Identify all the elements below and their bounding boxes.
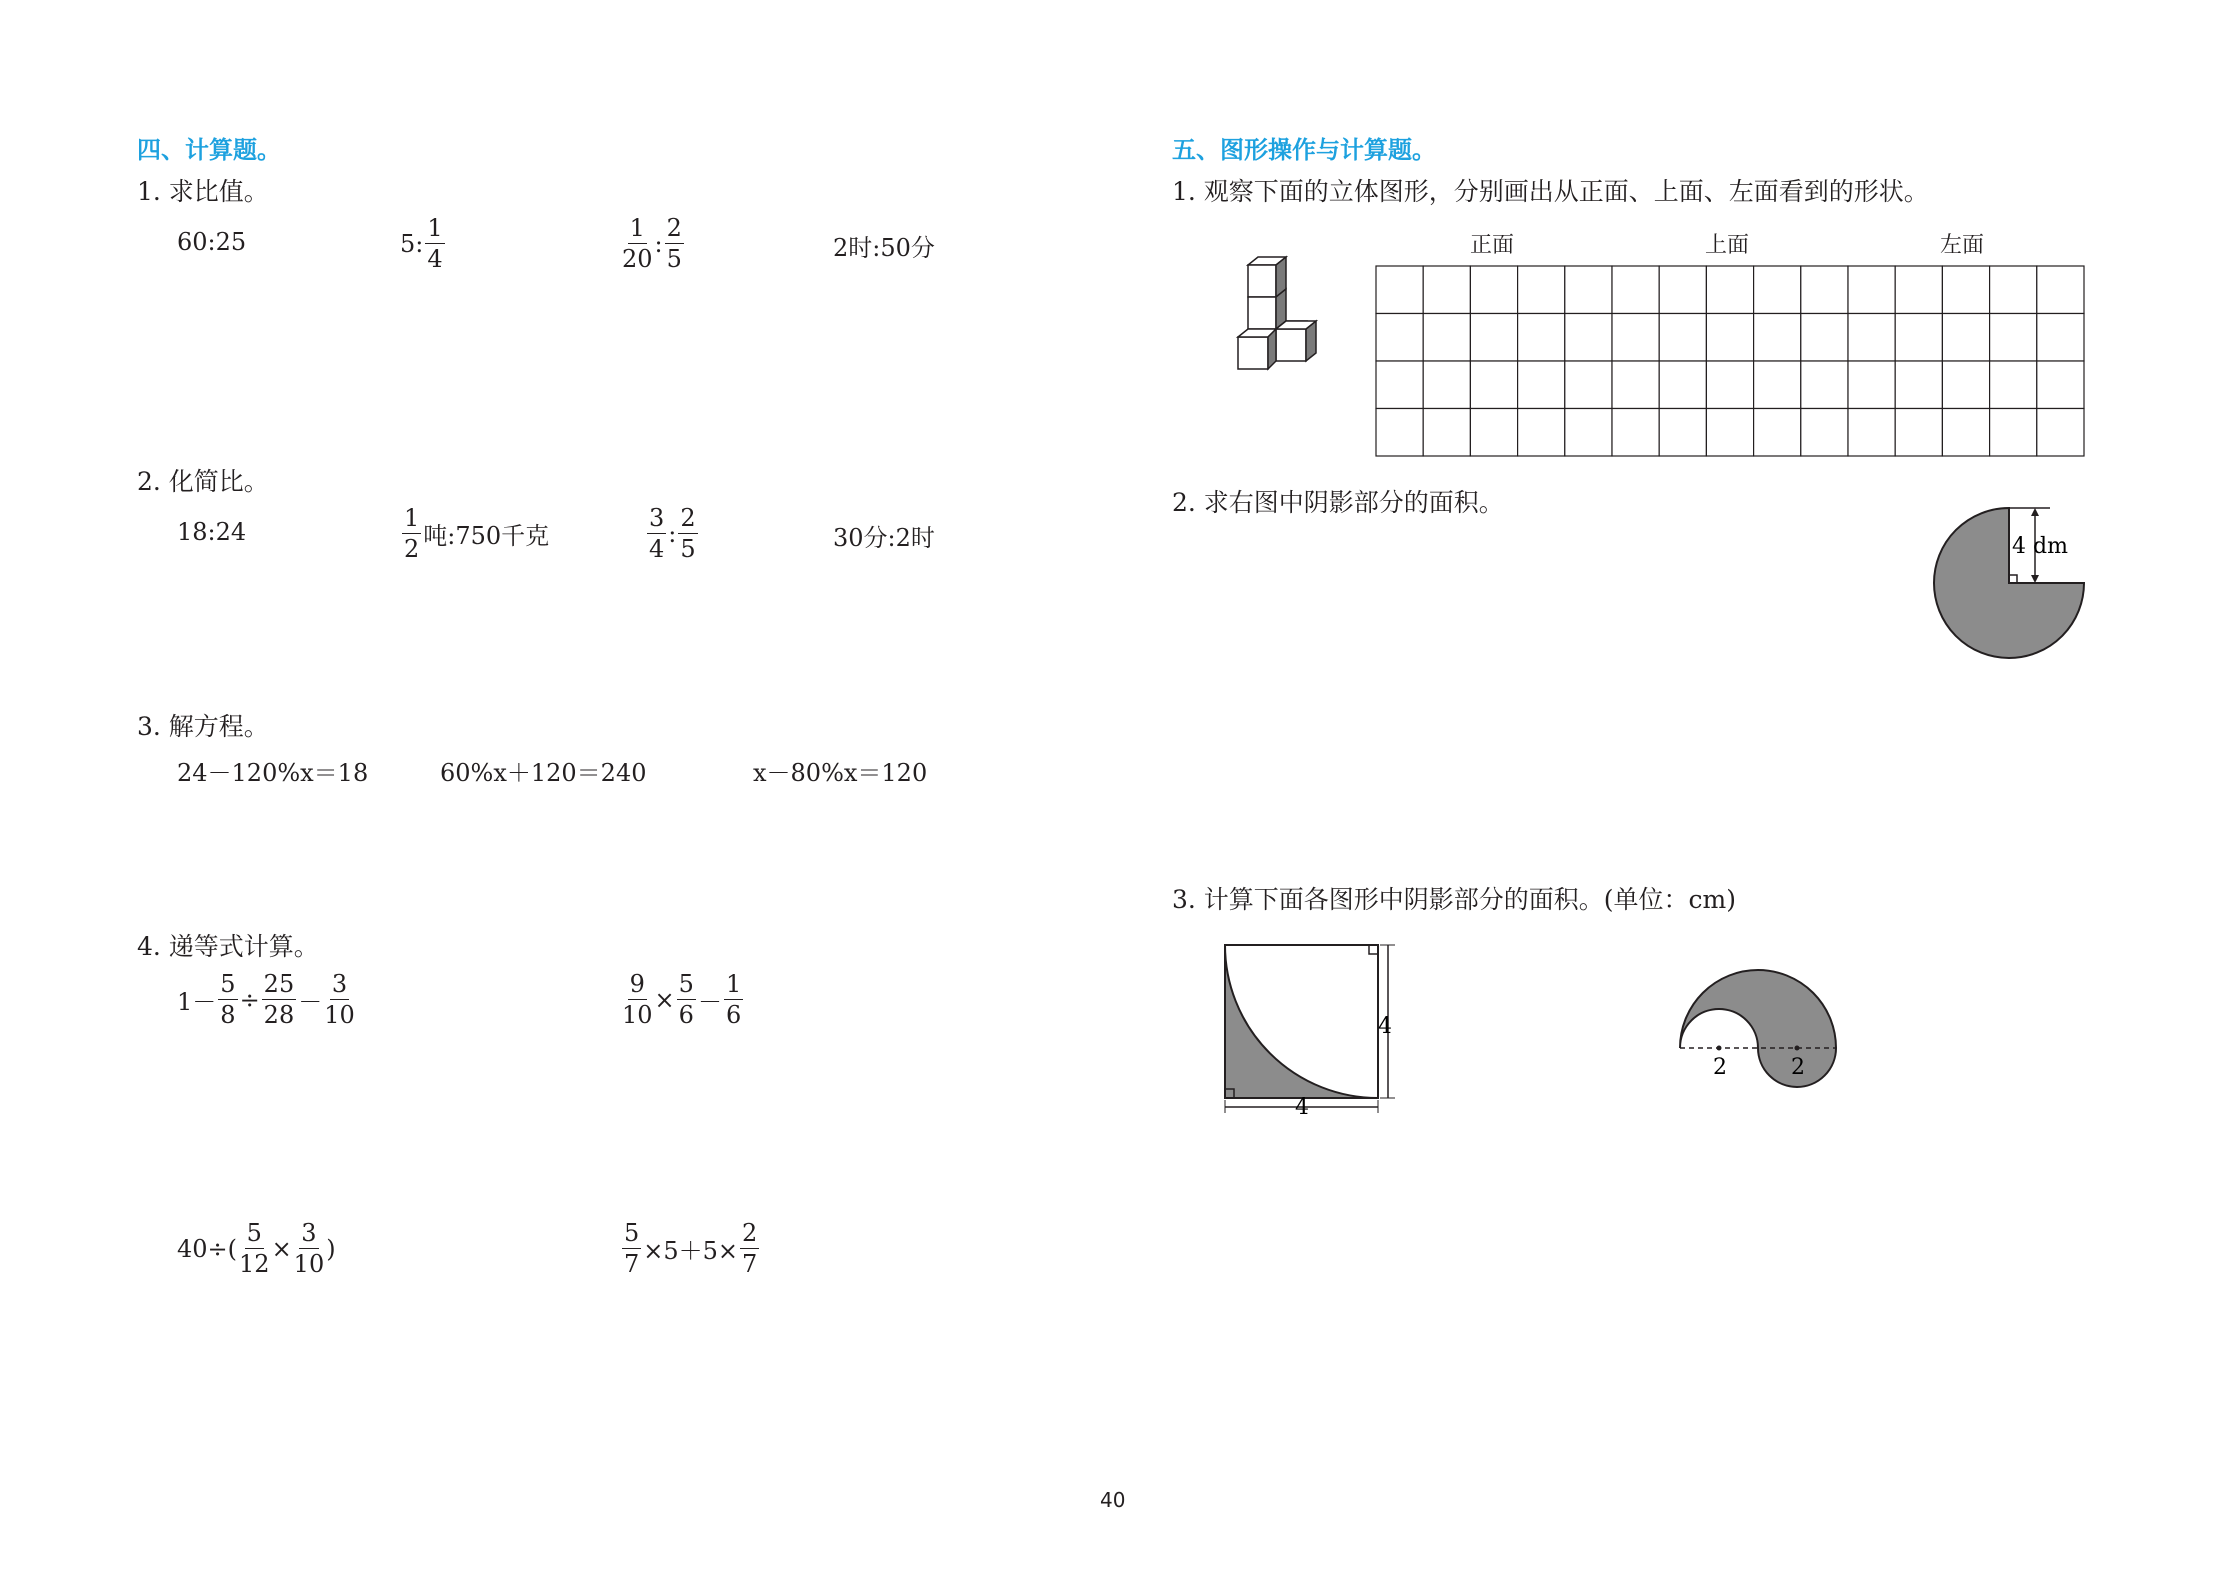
q4-expr-4: $\frac{5}{7}$ ×5＋5× $\frac{2}{7}$ (624, 1219, 758, 1278)
grid-cell[interactable] (2037, 314, 2084, 362)
grid-cell[interactable] (1801, 409, 1848, 457)
fig1-side-label: 4 (1378, 1014, 1392, 1039)
grid-cell[interactable] (1754, 361, 1801, 409)
view-label-left: 左面 (1940, 233, 1985, 258)
grid-cell[interactable] (1376, 361, 1423, 409)
grid-cell[interactable] (1659, 409, 1706, 457)
q3-item-1: 24－120%x＝18 (177, 759, 369, 787)
drawing-grid[interactable] (1375, 265, 2087, 459)
grid-cell[interactable] (1565, 314, 1612, 362)
grid-cell[interactable] (1990, 409, 2037, 457)
grid-cell[interactable] (1518, 361, 1565, 409)
fig1-bottom-label: 4 (1295, 1095, 1309, 1115)
grid-cell[interactable] (1565, 361, 1612, 409)
q1-item-4: 2时:50分 (833, 234, 935, 262)
grid-cell[interactable] (1990, 314, 2037, 362)
cube-stack-figure (1230, 255, 1340, 390)
grid-cell[interactable] (1470, 361, 1517, 409)
q2-item-2: 1 2 吨:750千克 (404, 504, 550, 563)
r-q1-label: 1. 观察下面的立体图形，分别画出从正面、上面、左面看到的形状。 (1172, 177, 1929, 206)
semicircle-figure (1670, 960, 1850, 1100)
grid-cell[interactable] (1754, 266, 1801, 314)
grid-cell[interactable] (1942, 409, 1989, 457)
q3-item-2: 60%x＋120＝240 (440, 759, 647, 787)
q4-expr-2: $\frac{9}{10}$ × $\frac{5}{6}$ － 1 6 (622, 970, 742, 1029)
q1-label: 1. 求比值。 (137, 177, 269, 206)
q4-label: 4. 递等式计算。 (137, 932, 319, 961)
grid-cell[interactable] (1706, 409, 1753, 457)
grid-cell[interactable] (1423, 409, 1470, 457)
grid-cell[interactable] (1423, 314, 1470, 362)
grid-cell[interactable] (1801, 361, 1848, 409)
view-label-front: 正面 (1470, 233, 1515, 258)
grid-cell[interactable] (1895, 409, 1942, 457)
grid-cell[interactable] (1423, 361, 1470, 409)
grid-cell[interactable] (1706, 361, 1753, 409)
fig2-label-b: 2 (1791, 1055, 1805, 1080)
grid-cell[interactable] (1470, 266, 1517, 314)
q1-item-1: 60:25 (177, 228, 247, 256)
grid-cell[interactable] (1895, 361, 1942, 409)
q4-expr-1: 1－ $\frac{5}{8}$ ÷ $\frac{25}{28}$ － 3 10 (177, 970, 355, 1029)
q1-item-3: 1 20 : 2 5 (622, 214, 682, 273)
three-quarter-circle-figure (1925, 500, 2095, 665)
q1-item-2: 5: 1 4 (400, 214, 443, 273)
grid-cell[interactable] (2037, 266, 2084, 314)
grid-cell[interactable] (1376, 314, 1423, 362)
grid-cell[interactable] (1470, 314, 1517, 362)
q2-item-4: 30分:2时 (833, 524, 935, 552)
grid-cell[interactable] (1895, 266, 1942, 314)
view-label-top: 上面 (1705, 233, 1750, 258)
q2-item-3: 3 4 : 2 5 (649, 504, 696, 563)
grid-cell[interactable] (1659, 361, 1706, 409)
grid-cell[interactable] (1895, 314, 1942, 362)
grid-cell[interactable] (1754, 314, 1801, 362)
section-title-calc: 四、计算题。 (137, 136, 281, 164)
grid-cell[interactable] (1612, 314, 1659, 362)
grid-cell[interactable] (1990, 361, 2037, 409)
grid-cell[interactable] (1659, 266, 1706, 314)
grid-cell[interactable] (1942, 361, 1989, 409)
grid-cell[interactable] (1706, 314, 1753, 362)
grid-cell[interactable] (2037, 361, 2084, 409)
grid-cell[interactable] (1612, 361, 1659, 409)
grid-cell[interactable] (1848, 361, 1895, 409)
grid-cell[interactable] (1659, 314, 1706, 362)
grid-cell[interactable] (2037, 409, 2084, 457)
section-title-geometry: 五、图形操作与计算题。 (1172, 136, 1436, 164)
grid-cell[interactable] (1942, 314, 1989, 362)
grid-cell[interactable] (1518, 266, 1565, 314)
square-quarter-arc-figure (1215, 935, 1415, 1115)
r-q3-label: 3. 计算下面各图形中阴影部分的面积。(单位：cm) (1172, 885, 1737, 914)
grid-cell[interactable] (1942, 266, 1989, 314)
q3-item-3: x－80%x＝120 (753, 759, 928, 787)
grid-cell[interactable] (1470, 409, 1517, 457)
grid-cell[interactable] (1612, 266, 1659, 314)
grid-cell[interactable] (1706, 266, 1753, 314)
r-q2-label: 2. 求右图中阴影部分的面积。 (1172, 488, 1504, 517)
grid-cell[interactable] (1754, 409, 1801, 457)
q4-expr-3: 40÷( $\frac{5}{12}$ × $\frac{3}{10}$ ) (177, 1219, 336, 1278)
grid-cell[interactable] (1565, 409, 1612, 457)
grid-cell[interactable] (1848, 266, 1895, 314)
q2-item-1: 18:24 (177, 518, 247, 546)
grid-cell[interactable] (1848, 409, 1895, 457)
grid-cell[interactable] (1801, 314, 1848, 362)
grid-cell[interactable] (1376, 266, 1423, 314)
grid-cell[interactable] (1612, 409, 1659, 457)
q2-label: 2. 化简比。 (137, 467, 269, 496)
grid-cell[interactable] (1565, 266, 1612, 314)
grid-cell[interactable] (1518, 314, 1565, 362)
grid-cell[interactable] (1423, 266, 1470, 314)
page-number: 40 (1100, 1488, 1126, 1512)
grid-cell[interactable] (1518, 409, 1565, 457)
grid-cell[interactable] (1990, 266, 2037, 314)
q3-label: 3. 解方程。 (137, 712, 269, 741)
dim-label-4dm: 4 dm (2012, 534, 2068, 559)
grid-cell[interactable] (1801, 266, 1848, 314)
fig2-label-a: 2 (1713, 1055, 1727, 1080)
grid-cell[interactable] (1376, 409, 1423, 457)
grid-cell[interactable] (1848, 314, 1895, 362)
